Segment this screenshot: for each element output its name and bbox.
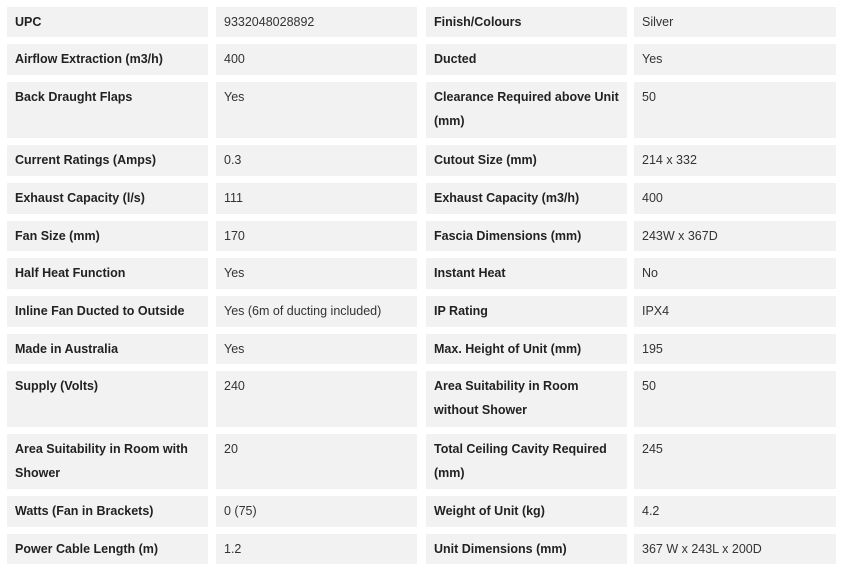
spec-value: 367 W x 243L x 200D <box>634 534 836 564</box>
spec-label: Supply (Volts) <box>7 371 208 427</box>
spec-label: Airflow Extraction (m3/h) <box>7 44 208 75</box>
spec-value: No <box>634 258 836 289</box>
spec-value: 111 <box>216 183 417 214</box>
spec-value: 9332048028892 <box>216 7 417 37</box>
spec-value: 170 <box>216 221 417 251</box>
spec-label: Area Suitability in Room with Shower <box>7 434 208 489</box>
spec-label: Clearance Required above Unit (mm) <box>426 82 627 138</box>
spec-value: 0 (75) <box>216 496 417 527</box>
spec-value: Yes <box>634 44 836 75</box>
spec-row <box>0 434 843 489</box>
spec-value: 50 <box>634 82 836 138</box>
spec-row <box>0 334 843 364</box>
spec-row <box>0 7 843 37</box>
spec-label: Made in Australia <box>7 334 208 364</box>
spec-label: Fan Size (mm) <box>7 221 208 251</box>
spec-value: 195 <box>634 334 836 364</box>
spec-row <box>0 183 843 214</box>
spec-row <box>0 534 843 564</box>
spec-label: Back Draught Flaps <box>7 82 208 138</box>
spec-label: Half Heat Function <box>7 258 208 289</box>
spec-label: IP Rating <box>426 296 627 327</box>
spec-row <box>0 145 843 176</box>
spec-label: Watts (Fan in Brackets) <box>7 496 208 527</box>
spec-value: Yes (6m of ducting included) <box>216 296 417 327</box>
spec-row <box>0 496 843 527</box>
spec-label: Exhaust Capacity (l/s) <box>7 183 208 214</box>
spec-label: Unit Dimensions (mm) <box>426 534 627 564</box>
spec-label: Max. Height of Unit (mm) <box>426 334 627 364</box>
spec-value: 4.2 <box>634 496 836 527</box>
spec-row <box>0 44 843 75</box>
spec-row <box>0 221 843 251</box>
spec-label: Fascia Dimensions (mm) <box>426 221 627 251</box>
spec-label: Exhaust Capacity (m3/h) <box>426 183 627 214</box>
spec-label: Total Ceiling Cavity Required (mm) <box>426 434 627 489</box>
spec-value: 400 <box>634 183 836 214</box>
spec-value: 245 <box>634 434 836 489</box>
spec-value: IPX4 <box>634 296 836 327</box>
spec-row <box>0 82 843 138</box>
spec-value: Yes <box>216 334 417 364</box>
spec-label: Weight of Unit (kg) <box>426 496 627 527</box>
spec-value: 400 <box>216 44 417 75</box>
spec-label: Area Suitability in Room without Shower <box>426 371 627 427</box>
spec-label: Inline Fan Ducted to Outside <box>7 296 208 327</box>
spec-label: Power Cable Length (m) <box>7 534 208 564</box>
spec-label: Current Ratings (Amps) <box>7 145 208 176</box>
spec-label: Finish/Colours <box>426 7 627 37</box>
spec-value: 214 x 332 <box>634 145 836 176</box>
spec-label: UPC <box>7 7 208 37</box>
spec-label: Instant Heat <box>426 258 627 289</box>
spec-label: Cutout Size (mm) <box>426 145 627 176</box>
spec-value: 1.2 <box>216 534 417 564</box>
spec-value: 0.3 <box>216 145 417 176</box>
spec-value: 240 <box>216 371 417 427</box>
spec-value: Yes <box>216 258 417 289</box>
spec-value: Silver <box>634 7 836 37</box>
spec-value: 50 <box>634 371 836 427</box>
spec-row <box>0 258 843 289</box>
spec-row <box>0 296 843 327</box>
spec-value: 243W x 367D <box>634 221 836 251</box>
spec-row <box>0 371 843 427</box>
spec-value: 20 <box>216 434 417 489</box>
spec-value: Yes <box>216 82 417 138</box>
spec-label: Ducted <box>426 44 627 75</box>
